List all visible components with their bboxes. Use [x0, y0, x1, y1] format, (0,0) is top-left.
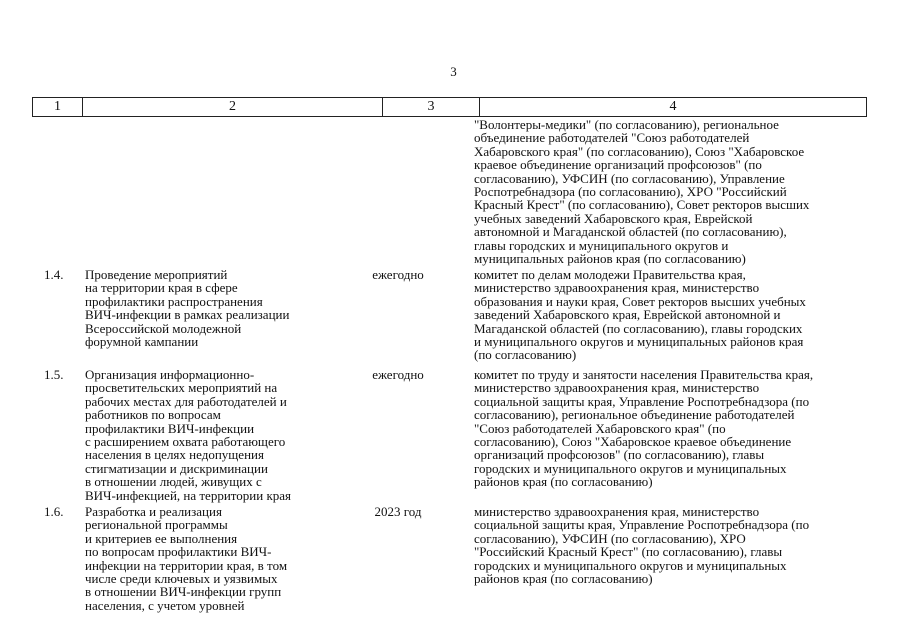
- row-number-1-6: 1.6.: [44, 504, 64, 519]
- row-activity-1-4: Проведение мероприятий на территории края в сфере профилактики распространения ВИЧ-инфекции в рамках реализации Всероссийской молодежной форумной кампании: [85, 267, 290, 350]
- header-col-3: 3: [383, 98, 480, 116]
- header-col-4: 4: [669, 99, 677, 114]
- row-responsible-1-6: министерство здравоохранения края, министерство социальной защиты края, Управление Роспотребнадзора (по согласованию), УФСИН (по согласованию), ХРО "Российский Красный Крест" (по согласованию), главы городских и муниципального округов и муниципальных районов края (по согласованию): [474, 504, 810, 587]
- page-number: 3: [450, 64, 457, 79]
- row-period-1-5: ежегодно: [372, 367, 424, 382]
- row-period-1-4: ежегодно: [372, 267, 424, 282]
- row-number-1-5: 1.5.: [44, 367, 64, 382]
- row-responsible-1-5: комитет по труду и занятости населения Правительства края, министерство здравоохранения края, министерство социальной защиты края, Управление Роспотребнадзора (по согласованию), региональное объединение работодателей "Союз работодателей Хабаровского края" (по согласованию), Союз "Хабаровское краевое объединение организаций профсоюзов" (по согласованию), главы городских и муниципального округов и муниципальных районов края (по согласованию): [474, 367, 814, 490]
- row-activity-1-5: Организация информационно- просветительских мероприятий на рабочих местах для работодателей и работников по вопросам профилактики ВИЧ-инфекции с расширением охвата работающего населения в целях недопущения стигматизации и дискриминации в отношении людей, живущих с ВИЧ-инфекцией, на территории края: [85, 367, 292, 503]
- continuation-responsible: "Волонтеры-медики" (по согласованию), региональное объединение работодателей "Союз работодателей Хабаровского края" (по согласованию), Союз "Хабаровское краевое объединение организаций профсоюзов" (по согласованию), УФСИН (по согласованию), Управление Роспотребнадзора (по согласованию), ХРО "Российский Красный Крест" (по согласованию), Совет ректоров высших учебных заведений Хабаровского края, Еврейской автономной и Магаданской областей (по согласованию), главы городских и муниципального округов и муниципальных районов края (по согласованию): [474, 117, 810, 267]
- row-responsible-1-4: комитет по делам молодежи Правительства края, министерство здравоохранения края, министерство образования и науки края, Совет ректоров высших учебных заведений Хабаровского края, Еврейской автономной и Магаданской областей (по согласованию), главы городских и муниципального округов и муниципальных районов края (по согласованию): [474, 267, 806, 363]
- row-activity-1-6: Разработка и реализация региональной программы и критериев ее выполнения по вопросам профилактики ВИЧ- инфекции на территории края, в том числе среди ключевых и уязвимых в отношении ВИЧ-инфекции групп населения, с учетом уровней: [85, 504, 288, 613]
- header-col-2: 2: [83, 98, 383, 116]
- row-number-1-4: 1.4.: [44, 267, 64, 282]
- row-period-1-6: 2023 год: [374, 504, 422, 519]
- header-col-1: 1: [33, 98, 83, 116]
- table-header-row: [32, 97, 867, 117]
